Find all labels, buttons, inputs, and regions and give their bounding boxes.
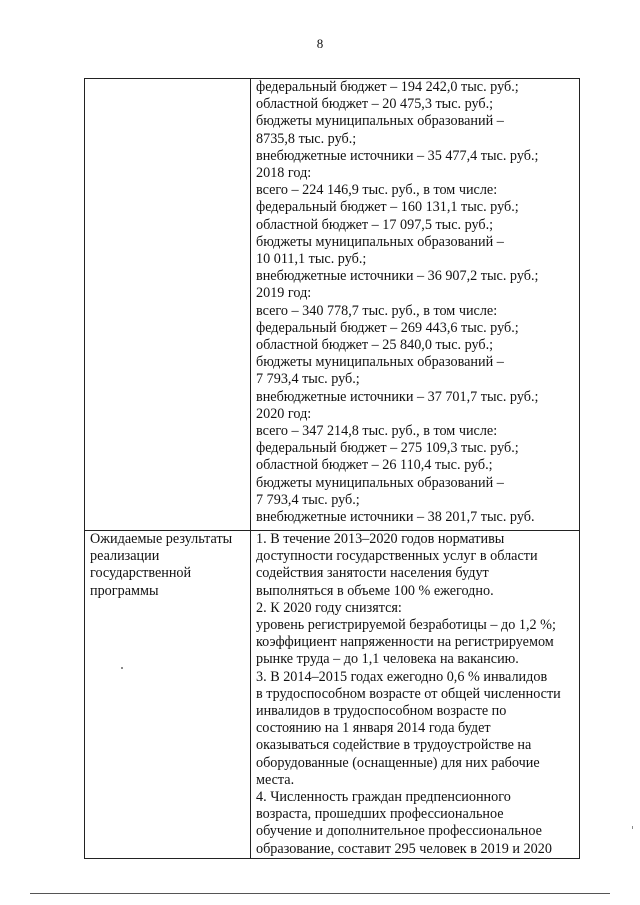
- results-line: 1. В течение 2013–2020 годов нормативы: [256, 531, 505, 547]
- financing-line: 7 793,4 тыс. руб.;: [256, 491, 360, 508]
- results-line: доступности государственных услуг в области: [256, 548, 538, 565]
- financing-line: бюджеты муниципальных образований –: [256, 474, 504, 491]
- financing-line: областной бюджет – 26 110,4 тыс. руб.;: [256, 457, 493, 474]
- results-line: 3. В 2014–2015 годах ежегодно 0,6 % инвалидов: [256, 668, 548, 685]
- results-line: выполняться в объеме 100 % ежегодно.: [256, 582, 494, 599]
- financing-line: 2018 год:: [256, 165, 312, 182]
- financing-line: бюджеты муниципальных образований –: [256, 113, 504, 130]
- financing-line: федеральный бюджет – 269 443,6 тыс. руб.;: [256, 319, 519, 336]
- financing-line: внебюджетные источники – 38 201,7 тыс. руб.: [256, 509, 535, 526]
- financing-line: федеральный бюджет – 160 131,1 тыс. руб.;: [256, 199, 519, 216]
- results-line: места.: [256, 771, 295, 788]
- results-label-line: программы: [90, 582, 159, 599]
- financing-line: 2019 год:: [256, 285, 312, 302]
- results-line: инвалидов в трудоспособном возрасте по: [256, 703, 507, 720]
- financing-line: внебюджетные источники – 37 701,7 тыс. руб.;: [256, 388, 539, 405]
- bottom-scan-border: [30, 893, 610, 894]
- results-line: образование, составит 295 человек в 2019 и 2020: [256, 840, 552, 857]
- results-line: обучение и дополнительное профессиональное: [256, 823, 542, 840]
- financing-line: федеральный бюджет – 194 242,0 тыс. руб.;: [256, 79, 519, 95]
- results-line: содействия занятости населения будут: [256, 565, 489, 582]
- scan-speck: [121, 667, 123, 669]
- results-line: рынке труда – до 1,1 человека на вакансию.: [256, 651, 519, 668]
- financing-line: областной бюджет – 25 840,0 тыс. руб.;: [256, 337, 494, 354]
- results-line: уровень регистрируемой безработицы – до 1,2 %;: [256, 617, 556, 634]
- results-line: оказываться содействие в трудоустройстве на: [256, 737, 532, 754]
- results-line: возраста, прошедших профессиональное: [256, 806, 504, 823]
- results-label-cell: [85, 531, 251, 859]
- results-value-cell: [251, 531, 580, 859]
- results-line: 4. Численность граждан предпенсионного: [256, 789, 511, 806]
- financing-line: всего – 224 146,9 тыс. руб., в том числе:: [256, 182, 498, 199]
- results-line: 2. К 2020 году снизятся:: [256, 599, 402, 616]
- financing-line: всего – 340 778,7 тыс. руб., в том числе:: [256, 302, 498, 319]
- financing-value-cell: [251, 79, 580, 531]
- financing-label-cell: [85, 79, 251, 531]
- results-line: коэффициент напряженности на регистрируемом: [256, 634, 554, 651]
- financing-row: [85, 79, 580, 531]
- financing-line: областной бюджет – 20 475,3 тыс. руб.;: [256, 96, 494, 113]
- financing-line: 2020 год:: [256, 405, 312, 422]
- financing-line: 7 793,4 тыс. руб.;: [256, 371, 360, 388]
- program-passport-table: [84, 78, 580, 859]
- results-label-line: реализации: [90, 548, 160, 565]
- financing-line: всего – 347 214,8 тыс. руб., в том числе:: [256, 423, 498, 440]
- financing-line: федеральный бюджет – 275 109,3 тыс. руб.;: [256, 440, 519, 457]
- results-label-line: государственной: [90, 565, 192, 582]
- financing-line: бюджеты муниципальных образований –: [256, 354, 504, 371]
- results-line: в трудоспособном возрасте от общей численности: [256, 685, 561, 702]
- scan-speck: [632, 826, 633, 829]
- results-line: оборудованные (оснащенные) для них рабочие: [256, 754, 540, 771]
- financing-line: бюджеты муниципальных образований –: [256, 233, 504, 250]
- results-row: [85, 531, 580, 859]
- page-number: 8: [316, 36, 324, 51]
- financing-line: внебюджетные источники – 36 907,2 тыс. руб.;: [256, 268, 539, 285]
- financing-line: 10 011,1 тыс. руб.;: [256, 251, 367, 268]
- results-line: состоянию на 1 января 2014 года будет: [256, 720, 491, 737]
- financing-line: областной бюджет – 17 097,5 тыс. руб.;: [256, 216, 494, 233]
- financing-line: внебюджетные источники – 35 477,4 тыс. руб.;: [256, 147, 539, 164]
- financing-line: 8735,8 тыс. руб.;: [256, 130, 357, 147]
- results-label-line: Ожидаемые результаты: [90, 531, 233, 547]
